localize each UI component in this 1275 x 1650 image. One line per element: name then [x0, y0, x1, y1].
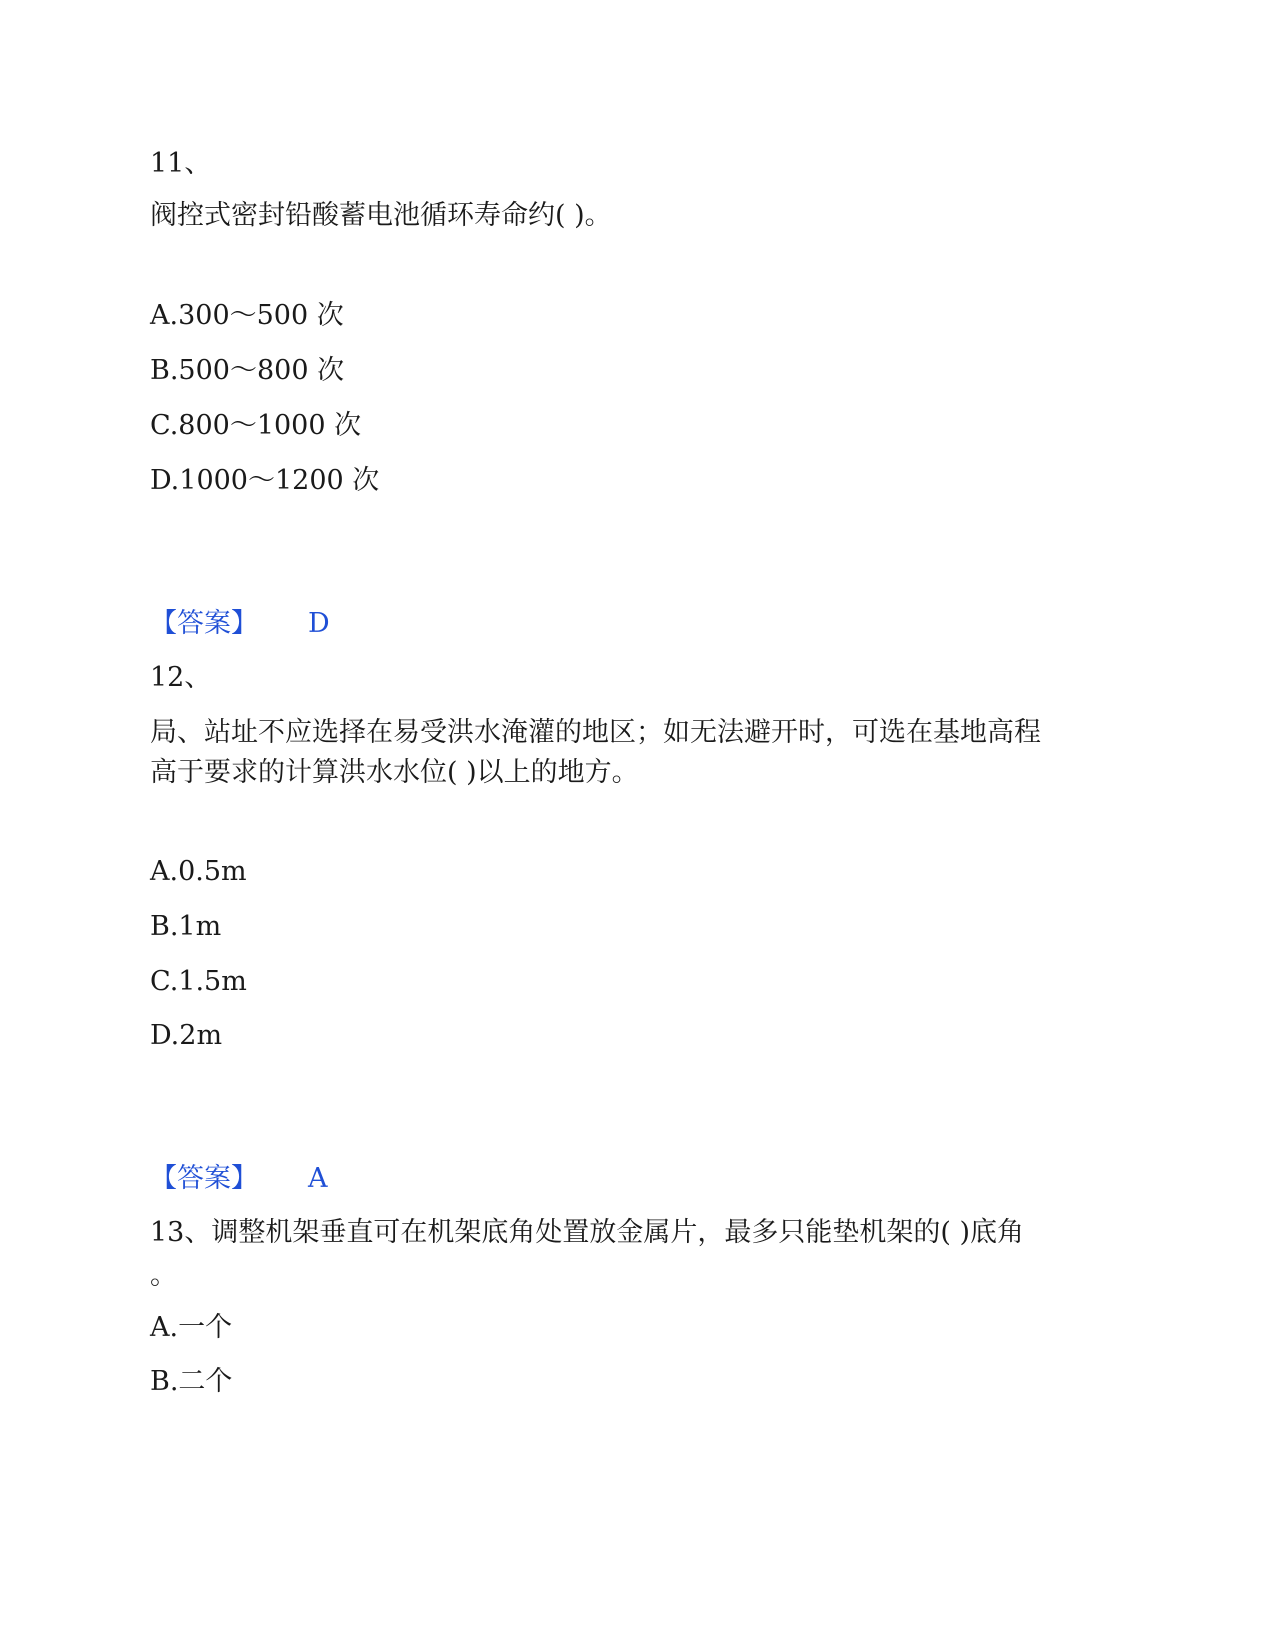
question-13-option-a: A.一个 — [150, 1312, 233, 1343]
answer-label: 【答案】 — [150, 1163, 258, 1194]
question-12-option-c: C.1.5m — [150, 966, 247, 997]
answer-value: A — [308, 1163, 328, 1194]
question-11-option-d: D.1000～1200 次 — [150, 465, 380, 496]
question-13-number: 13、 — [150, 1217, 212, 1248]
question-11-stem: 阀控式密封铅酸蓄电池循环寿命约( )。 — [150, 200, 612, 231]
question-12-answer-row — [150, 1161, 328, 1197]
question-13-stem-line-2: 。 — [150, 1260, 177, 1291]
question-12-option-d: D.2m — [150, 1020, 223, 1051]
question-12-option-b: B.1m — [150, 911, 222, 942]
question-12-option-a: A.0.5m — [150, 856, 247, 887]
question-12-stem-line-2: 高于要求的计算洪水水位( )以上的地方。 — [150, 757, 639, 788]
question-11-answer-row — [150, 606, 330, 642]
question-11-option-b: B.500～800 次 — [150, 355, 345, 386]
question-12-number: 12、 — [150, 662, 212, 693]
question-13-stem-line-1 — [150, 1215, 1024, 1251]
answer-value: D — [308, 608, 330, 639]
question-13-stem: 调整机架垂直可在机架底角处置放金属片，最多只能垫机架的( )底角 — [211, 1217, 1025, 1248]
question-11-number: 11、 — [150, 148, 212, 179]
question-13-option-b: B.二个 — [150, 1366, 233, 1397]
question-12-stem-line-1: 局、站址不应选择在易受洪水淹灌的地区；如无法避开时，可选在基地高程 — [150, 717, 1041, 748]
question-11-option-a: A.300～500 次 — [150, 300, 344, 331]
question-11-option-c: C.800～1000 次 — [150, 410, 362, 441]
answer-label: 【答案】 — [150, 608, 258, 639]
